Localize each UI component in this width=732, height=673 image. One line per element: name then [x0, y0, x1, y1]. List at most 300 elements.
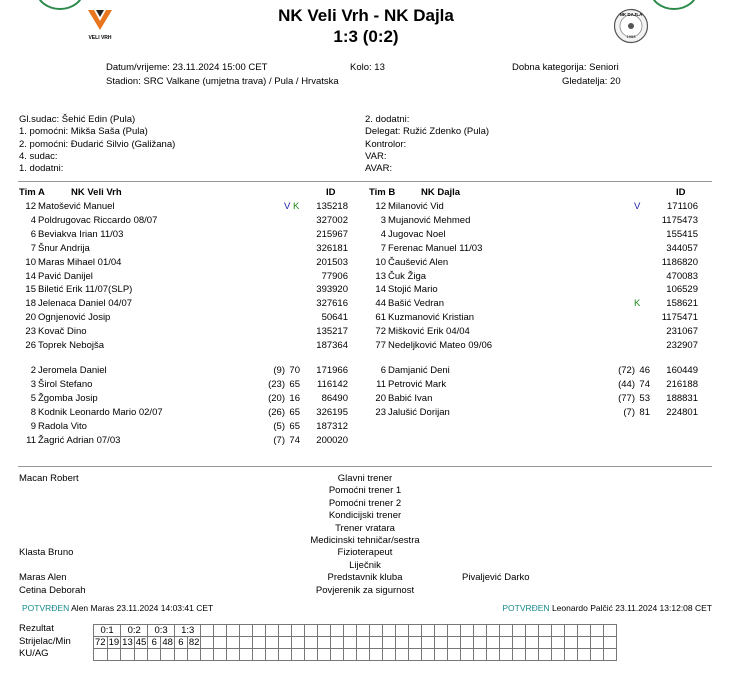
confirm-left [22, 603, 213, 613]
team-a-id-header: ID [326, 187, 336, 198]
kuag-row-label: KU/AG [19, 648, 49, 659]
result-cell [591, 625, 604, 637]
official-controller: Kontrolor: [365, 138, 407, 150]
title-separator: - [373, 6, 380, 25]
scorer-cell: 13 [122, 637, 133, 648]
team-b-label: Tim B [369, 187, 396, 198]
player-name: Jugovac Noel [388, 228, 446, 240]
scorer-cell [552, 637, 565, 649]
player-id: 470083 [666, 270, 698, 282]
player-number: 61 [375, 312, 386, 324]
player-id: 1186820 [661, 256, 698, 268]
away-logo-text: NK DAJLA [619, 12, 643, 17]
result-cell [292, 625, 305, 637]
staff-home-name: Macan Robert [19, 473, 79, 484]
player-name: Ferenac Manuel 11/03 [388, 242, 483, 254]
scorer-cell [396, 637, 409, 649]
player-name: Šnur Andrija [38, 242, 90, 254]
scorer-row-label: Strijelac/Min [19, 636, 71, 647]
player-number: 6 [380, 365, 386, 376]
confirm-left-label: POTVRĐEN [22, 603, 70, 613]
divider [18, 181, 712, 182]
result-cell [148, 649, 161, 661]
official-var: VAR: [365, 150, 387, 162]
player-name: Toprek Nebojša [38, 340, 105, 351]
player-name: Bašić Vedran [388, 298, 444, 310]
result-cell [448, 625, 461, 637]
official-fourth: 4. sudac: [19, 150, 58, 162]
result-cell [214, 649, 227, 661]
player-name: Stojić Mario [388, 284, 438, 296]
player-number: 44 [375, 298, 386, 310]
player-id: 77906 [321, 270, 348, 282]
result-cell [370, 649, 383, 661]
player-number: 14 [375, 284, 386, 296]
result-cell [565, 625, 578, 637]
scorer-cell: 6 [148, 637, 161, 649]
result-cell [578, 649, 591, 661]
player-id: 158621 [666, 298, 698, 310]
scorer-cell [500, 637, 513, 649]
player-number: 26 [25, 340, 36, 351]
player-id: 200020 [316, 434, 348, 446]
result-cell [474, 649, 487, 661]
player-name: Poldrugovac Riccardo 08/07 [38, 214, 158, 226]
player-id: 1175473 [661, 214, 698, 226]
player-flag: K [293, 201, 300, 212]
top-left-badge-icon [36, 0, 84, 10]
sub-for: (44) [618, 378, 635, 390]
sub-minute: 65 [289, 406, 300, 418]
official-assistant-2: 2. pomoćni: Đudarić Silvio (Galižana) [19, 138, 176, 150]
player-name: Petrović Mark [388, 378, 447, 390]
result-cell [357, 649, 370, 661]
player-id: 116142 [317, 378, 348, 390]
result-cell [461, 625, 474, 637]
player-name: Ognjenović Josip [38, 312, 111, 324]
staff-away-name: Pivaljević Darko [462, 572, 530, 584]
player-name: Jelenaca Daniel 04/07 [38, 298, 133, 310]
scorer-cell [383, 637, 396, 649]
scorer-cell [331, 637, 344, 649]
player-id: 326181 [316, 242, 348, 254]
result-cell [396, 625, 409, 637]
result-cell [292, 649, 305, 661]
sub-for: (23) [268, 378, 285, 390]
player-name: Mišković Erik 04/04 [388, 326, 470, 338]
player-number: 10 [375, 256, 386, 268]
player-id: 326195 [316, 406, 348, 418]
result-score: 0:3 [148, 625, 175, 637]
scorer-cell [266, 637, 279, 649]
result-cell [383, 649, 396, 661]
player-id: 327616 [316, 298, 348, 310]
player-number: 72 [375, 326, 386, 338]
team-b-id-header: ID [676, 187, 686, 198]
result-cell [253, 649, 266, 661]
result-cell [383, 625, 396, 637]
scorer-cell [448, 637, 461, 649]
player-name: Radola Vito [38, 420, 87, 432]
player-number: 23 [375, 406, 386, 418]
result-grid-row [94, 649, 617, 661]
player-number: 7 [30, 242, 36, 254]
player-name: Nedeljković Mateo 09/06 [388, 340, 493, 351]
official-delegate: Delegat: Ružić Zdenko (Pula) [365, 126, 490, 138]
stadium: Stadion: SRC Valkane (umjetna trava) / Pula / Hrvatska [106, 76, 339, 87]
staff-role: Pomoćni trener 2 [328, 497, 402, 509]
result-cell [539, 649, 552, 661]
player-name: Mujanović Mehmed [388, 214, 471, 226]
scorer-cell [344, 637, 357, 649]
result-cell [174, 649, 187, 661]
scorer-cell [279, 637, 292, 649]
result-cell [604, 625, 617, 637]
result-cell [500, 649, 513, 661]
scorer-cell [422, 637, 435, 649]
staff-role: Liječnik [349, 559, 381, 571]
result-cell [305, 649, 318, 661]
result-cell [526, 625, 539, 637]
player-number: 18 [25, 298, 36, 310]
official-assistant-1: 1. pomoćni: Mikša Saša (Pula) [19, 126, 148, 138]
result-cell [435, 649, 448, 661]
result-cell [344, 649, 357, 661]
scorer-cell [227, 637, 240, 649]
player-id: 1175471 [661, 312, 698, 324]
sub-for: (20) [268, 392, 285, 404]
result-cell [409, 649, 422, 661]
result-cell [422, 625, 435, 637]
sub-for: (77) [618, 392, 635, 404]
result-score: 1:3 [174, 625, 201, 637]
officials-right [365, 114, 489, 175]
player-id: 171106 [667, 201, 698, 212]
scorer-cell [539, 637, 552, 649]
player-number: 4 [30, 214, 36, 226]
result-cell [94, 649, 108, 661]
sub-minute: 53 [639, 392, 650, 404]
match-datetime: Datum/vrijeme: 23.11.2024 15:00 CET [106, 62, 268, 73]
result-cell [474, 625, 487, 637]
confirm-left-text: Alen Maras 23.11.2024 14:03:41 CET [71, 603, 214, 613]
attendance: Gledatelja: 20 [562, 76, 621, 87]
player-id: 215967 [316, 228, 348, 240]
result-cell [448, 649, 461, 661]
result-grid-row [94, 625, 617, 637]
staff-role: Kondicijski trener [328, 510, 402, 522]
player-number: 7 [380, 242, 386, 254]
result-cell [422, 649, 435, 661]
result-cell [240, 649, 253, 661]
result-cell [526, 649, 539, 661]
staff-role: Pomoćni trener 1 [328, 485, 402, 497]
player-id: 171966 [316, 365, 348, 376]
scorer-cell [409, 637, 422, 649]
player-number: 2 [30, 365, 36, 376]
staff-role: Fizioterapeut [337, 547, 393, 559]
player-number: 12 [375, 201, 386, 212]
result-score: 0:1 [94, 625, 121, 637]
result-cell [107, 649, 121, 661]
result-cell [240, 625, 253, 637]
scorer-cell: 48 [162, 637, 173, 648]
player-id: 187364 [316, 340, 348, 351]
result-cell [604, 649, 617, 661]
result-score: 0:2 [121, 625, 148, 637]
result-cell [552, 649, 565, 661]
result-cell [435, 625, 448, 637]
sub-minute: 16 [289, 392, 300, 404]
player-id: 187312 [316, 420, 348, 432]
result-cell [357, 625, 370, 637]
scorer-cell [357, 637, 370, 649]
sub-minute: 74 [639, 378, 650, 390]
result-cell [201, 625, 214, 637]
result-cell [487, 649, 500, 661]
scorer-cell [474, 637, 487, 649]
staff-role: Glavni trener [337, 473, 393, 484]
result-cell [279, 649, 292, 661]
official-main-referee: Gl.sudac: Šehić Edin (Pula) [19, 114, 136, 125]
officials-left [19, 114, 175, 175]
scorer-cell: 6 [174, 637, 187, 649]
player-id: 188831 [666, 392, 698, 404]
result-cell [461, 649, 474, 661]
match-title [216, 6, 516, 26]
sub-for: (7) [623, 406, 635, 418]
result-cell [318, 649, 331, 661]
scorer-cell [565, 637, 578, 649]
staff-role: Povjerenik za sigurnost [315, 584, 415, 596]
scorer-cell [461, 637, 474, 649]
result-cell [591, 649, 604, 661]
player-name: Kodnik Leonardo Mario 02/07 [38, 406, 163, 418]
staff-home-name: Maras Alen [19, 572, 67, 584]
away-logo-year: 1953 [626, 34, 636, 39]
player-flag: V [634, 201, 641, 212]
result-cell [187, 649, 201, 661]
staff-role: Trener vratara [335, 522, 395, 534]
result-cell [409, 625, 422, 637]
player-name: Jalušić Dorijan [388, 406, 450, 418]
sub-minute: 74 [289, 434, 300, 446]
player-id: 135218 [316, 201, 348, 212]
result-cell [279, 625, 292, 637]
player-name: Babić Ivan [388, 392, 433, 404]
official-avar: AVAR: [365, 163, 393, 175]
player-id: 216188 [666, 378, 698, 390]
result-cell [513, 649, 526, 661]
player-number: 15 [25, 284, 36, 296]
player-number: 8 [30, 406, 36, 418]
player-name: Beviakva Irian 11/03 [38, 228, 124, 240]
scorer-cell [201, 637, 214, 649]
player-number: 20 [25, 312, 36, 324]
player-number: 14 [25, 270, 36, 282]
scorer-cell: 45 [135, 637, 147, 648]
player-number: 12 [25, 201, 36, 212]
player-number: 13 [375, 270, 386, 282]
scorer-cell [253, 637, 266, 649]
result-cell [214, 625, 227, 637]
divider [18, 466, 712, 467]
player-id: 201503 [316, 256, 348, 268]
player-flag: K [634, 298, 641, 310]
result-cell [565, 649, 578, 661]
player-name: Pavić Danijel [38, 270, 93, 282]
scorer-cell [292, 637, 305, 649]
player-name: Kuzmanović Kristian [388, 312, 475, 324]
result-cell [331, 625, 344, 637]
sub-for: (26) [268, 406, 285, 418]
player-number: 9 [30, 420, 36, 432]
player-name: Kovač Dino [38, 326, 87, 338]
player-name: Širol Stefano [38, 378, 93, 390]
player-number: 11 [26, 434, 36, 446]
player-id: 232907 [666, 340, 698, 351]
player-name: Damjanić Deni [388, 365, 450, 376]
scorer-cell: 82 [188, 637, 200, 648]
scorer-cell: 19 [108, 637, 120, 648]
player-id: 344057 [666, 242, 698, 254]
player-number: 10 [25, 256, 36, 268]
result-grid-row [94, 637, 617, 649]
player-number: 4 [380, 228, 386, 240]
sub-minute: 65 [289, 378, 300, 390]
result-cell [500, 625, 513, 637]
home-team-name: NK Veli Vrh [278, 6, 369, 25]
home-logo-text: VELI VRH [88, 35, 112, 41]
scorer-cell [487, 637, 500, 649]
home-team-logo [86, 8, 114, 44]
sub-minute: 70 [289, 365, 300, 376]
player-id: 106529 [666, 284, 698, 296]
result-cell [305, 625, 318, 637]
scorer-cell: 72 [95, 637, 106, 648]
player-name: Žgomba Josip [38, 392, 98, 404]
result-cell [370, 625, 383, 637]
result-cell [227, 649, 240, 661]
scorer-cell [578, 637, 591, 649]
player-number: 11 [376, 378, 386, 390]
home-logo-icon [86, 8, 114, 32]
result-cell [201, 649, 214, 661]
sub-minute: 46 [639, 365, 650, 376]
sub-for: (5) [273, 420, 285, 432]
player-name: Milanović Vid [388, 201, 444, 212]
confirm-right-label: POTVRĐEN [502, 603, 550, 613]
scorer-cell [513, 637, 526, 649]
sub-for: (9) [273, 365, 285, 376]
official-additional-1: 1. dodatni: [19, 163, 64, 175]
player-name: Jeromela Daniel [38, 365, 107, 376]
team-a-label: Tim A [19, 187, 45, 198]
scorer-cell [318, 637, 331, 649]
confirm-right [502, 603, 712, 613]
result-row-label: Rezultat [19, 623, 54, 634]
scorer-cell [591, 637, 604, 649]
result-cell [396, 649, 409, 661]
match-round: Kolo: 13 [350, 62, 385, 73]
scorer-cell [435, 637, 448, 649]
result-cell [552, 625, 565, 637]
team-a-name: NK Veli Vrh [71, 187, 122, 198]
player-name: Maras Mihael 01/04 [38, 256, 122, 268]
player-id: 155415 [666, 228, 698, 240]
official-additional-2: 2. dodatni: [365, 114, 410, 125]
result-cell [318, 625, 331, 637]
top-right-badge-icon [650, 0, 698, 10]
staff-role: Medicinski tehničar/sestra [310, 535, 420, 546]
result-cell [134, 649, 148, 661]
player-name: Biletić Erik 11/07(SLP) [38, 284, 133, 296]
result-cell [227, 625, 240, 637]
player-number: 5 [30, 392, 36, 404]
scorer-cell [526, 637, 539, 649]
team-b-name: NK Dajla [421, 187, 461, 198]
player-number: 20 [375, 392, 386, 404]
staff-role: Predstavnik kluba [327, 572, 403, 584]
result-grid [93, 624, 617, 661]
result-cell [331, 649, 344, 661]
result-cell [266, 625, 279, 637]
confirm-right-text: Leonardo Palčić 23.11.2024 13:12:08 CET [551, 603, 712, 613]
scorer-cell [240, 637, 253, 649]
result-cell [487, 625, 500, 637]
result-cell [539, 625, 552, 637]
player-id: 327002 [316, 214, 348, 226]
player-id: 135217 [316, 326, 348, 338]
staff-home-name: Cetina Deborah [19, 584, 86, 596]
player-number: 77 [375, 340, 386, 351]
sub-minute: 65 [289, 420, 300, 432]
player-name: Čaušević Alen [388, 256, 449, 268]
player-id: 50641 [321, 312, 348, 324]
result-cell [121, 649, 135, 661]
scorer-cell [214, 637, 227, 649]
player-number: 3 [380, 214, 386, 226]
sub-minute: 81 [639, 406, 650, 418]
age-category: Dobna kategorija: Seniori [512, 62, 619, 73]
player-number: 6 [30, 228, 36, 240]
sub-for: (72) [618, 365, 635, 376]
player-id: 393920 [316, 284, 348, 296]
player-id: 224801 [666, 406, 698, 418]
scorer-cell [370, 637, 383, 649]
result-cell [161, 649, 175, 661]
sub-for: (7) [273, 434, 285, 446]
player-name: Matošević Manuel [38, 201, 115, 212]
player-name: Čuk Žiga [388, 270, 427, 282]
away-team-name: NK Dajla [383, 6, 454, 25]
result-cell [266, 649, 279, 661]
player-name: Žagrić Adrian 07/03 [38, 434, 121, 446]
player-number: 23 [25, 326, 36, 338]
player-id: 160449 [666, 365, 698, 376]
match-score: 1:3 (0:2) [333, 27, 399, 46]
player-id: 86490 [321, 392, 348, 404]
player-flag: V [284, 201, 291, 212]
scorer-cell [604, 637, 617, 649]
result-cell [253, 625, 266, 637]
scorer-cell [305, 637, 318, 649]
player-number: 3 [30, 378, 36, 390]
player-id: 231067 [666, 326, 698, 338]
result-cell [513, 625, 526, 637]
result-cell [578, 625, 591, 637]
staff-home-name: Klasta Bruno [19, 547, 74, 559]
